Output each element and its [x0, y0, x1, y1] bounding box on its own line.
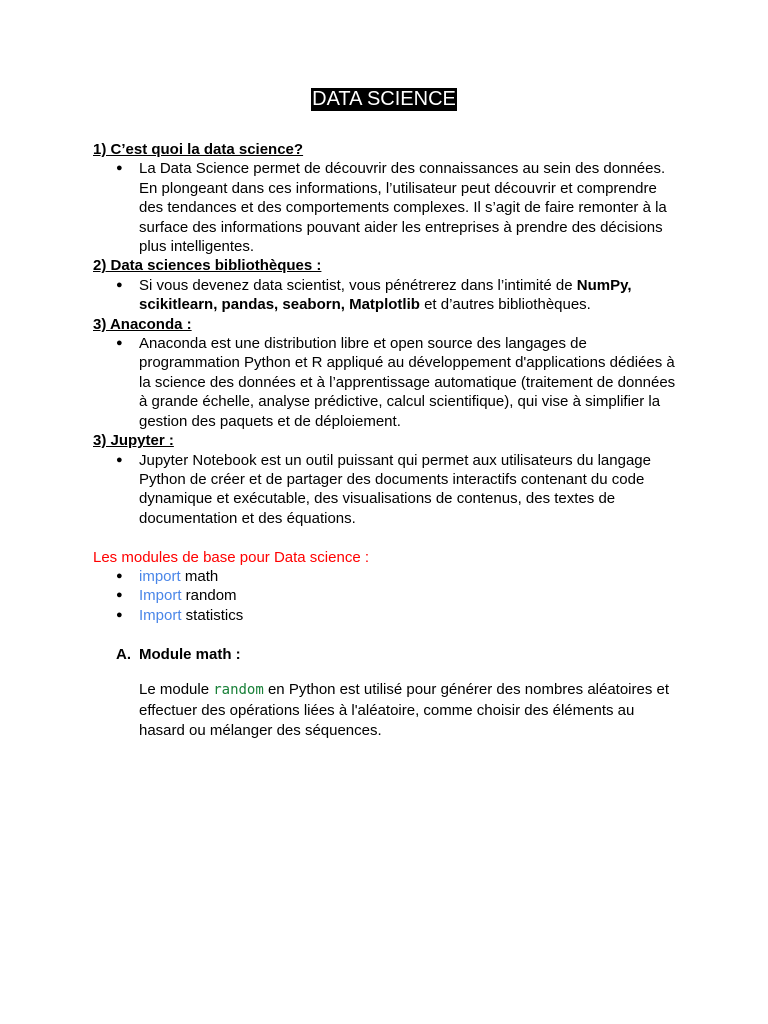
module-name: random: [181, 587, 237, 605]
document-content: [93, 140, 693, 740]
section-list-libraries: [93, 276, 693, 315]
page-title: DATA SCIENCE: [312, 88, 456, 110]
module-math-letter: A.: [116, 645, 131, 663]
bullet-icon: ●: [116, 453, 123, 466]
module-math-title: Module math :: [139, 645, 241, 663]
section-list-jupyter: [93, 451, 693, 529]
section-list-anaconda: [93, 334, 693, 431]
title-wrap: [0, 88, 768, 111]
module-name: statistics: [181, 606, 244, 624]
paragraph-text-before: Le module: [139, 680, 214, 698]
module-item: [93, 586, 679, 605]
inline-code: random: [213, 681, 264, 698]
section-heading-jupyter: 3) Jupyter :: [93, 432, 174, 450]
section-list-what-is: [93, 159, 693, 256]
list-item: [93, 334, 679, 431]
bullet-text: Jupyter Notebook est un outil puissant qui permet aux utilisateurs du langage Python de créer et de partager des documents interactifs contenant du code dynamique et exécutable, des visualisations de contenus, des textes de documentation et des équations.: [139, 451, 651, 527]
bullet-icon: ●: [116, 337, 123, 350]
section-heading-libraries: 2) Data sciences bibliothèques :: [93, 257, 322, 275]
modules-intro: Les modules de base pour Data science :: [93, 548, 369, 566]
section-heading-what-is: 1) C’est quoi la data science?: [93, 141, 304, 158]
import-keyword: Import: [139, 587, 182, 605]
modules-list: [93, 567, 693, 625]
module-name: math: [180, 567, 219, 585]
bullet-text: La Data Science permet de découvrir des connaissances au sein des données. En plongeant dans ces informations, l’utilisateur peut découvrir et comprendre des tendances et des comportements complexes. Il s’agit de faire remonter à la surface des informations pouvant aider les entreprises à prendre des décisions plus intelligentes.: [139, 160, 667, 256]
bullet-icon: ●: [116, 608, 123, 621]
bullet-text-bold: NumPy, scikitlearn, pandas, seaborn, Matplotlib: [139, 276, 632, 314]
bullet-icon: ●: [116, 278, 123, 291]
bullet-text-after: et d’autres bibliothèques.: [419, 296, 591, 314]
paragraph-text-after: en Python est utilisé pour générer des nombres aléatoires et effectuer des opérations liées à l'aléatoire, comme choisir des éléments au hasard ou mélanger des séquences.: [139, 680, 670, 739]
module-item: [93, 606, 679, 625]
list-item: [93, 159, 679, 256]
module-item: [93, 567, 679, 586]
bullet-icon: ●: [116, 569, 123, 582]
module-math-heading: [93, 645, 693, 664]
module-math-paragraph: [93, 680, 679, 740]
bullet-icon: ●: [116, 162, 123, 175]
bullet-icon: ●: [116, 589, 123, 602]
import-keyword: import: [139, 567, 181, 585]
bullet-text: Anaconda est une distribution libre et open source des langages de programmation Python et R appliqué au développement d'applications dédiées à la science des données et à l’apprentissage automatique (traitement de données à grande échelle, analyse prédictive, calcul scientifique), qui vise à simplifier la gestion des paquets et de déploiement.: [139, 335, 676, 430]
list-item: [93, 451, 679, 529]
section-heading-anaconda: 3) Anaconda :: [93, 315, 192, 333]
import-keyword: Import: [139, 606, 182, 624]
list-item: [93, 276, 679, 315]
spacer: [93, 528, 693, 547]
bullet-text-before: Si vous devenez data scientist, vous pénétrerez dans l’intimité de: [139, 276, 577, 294]
